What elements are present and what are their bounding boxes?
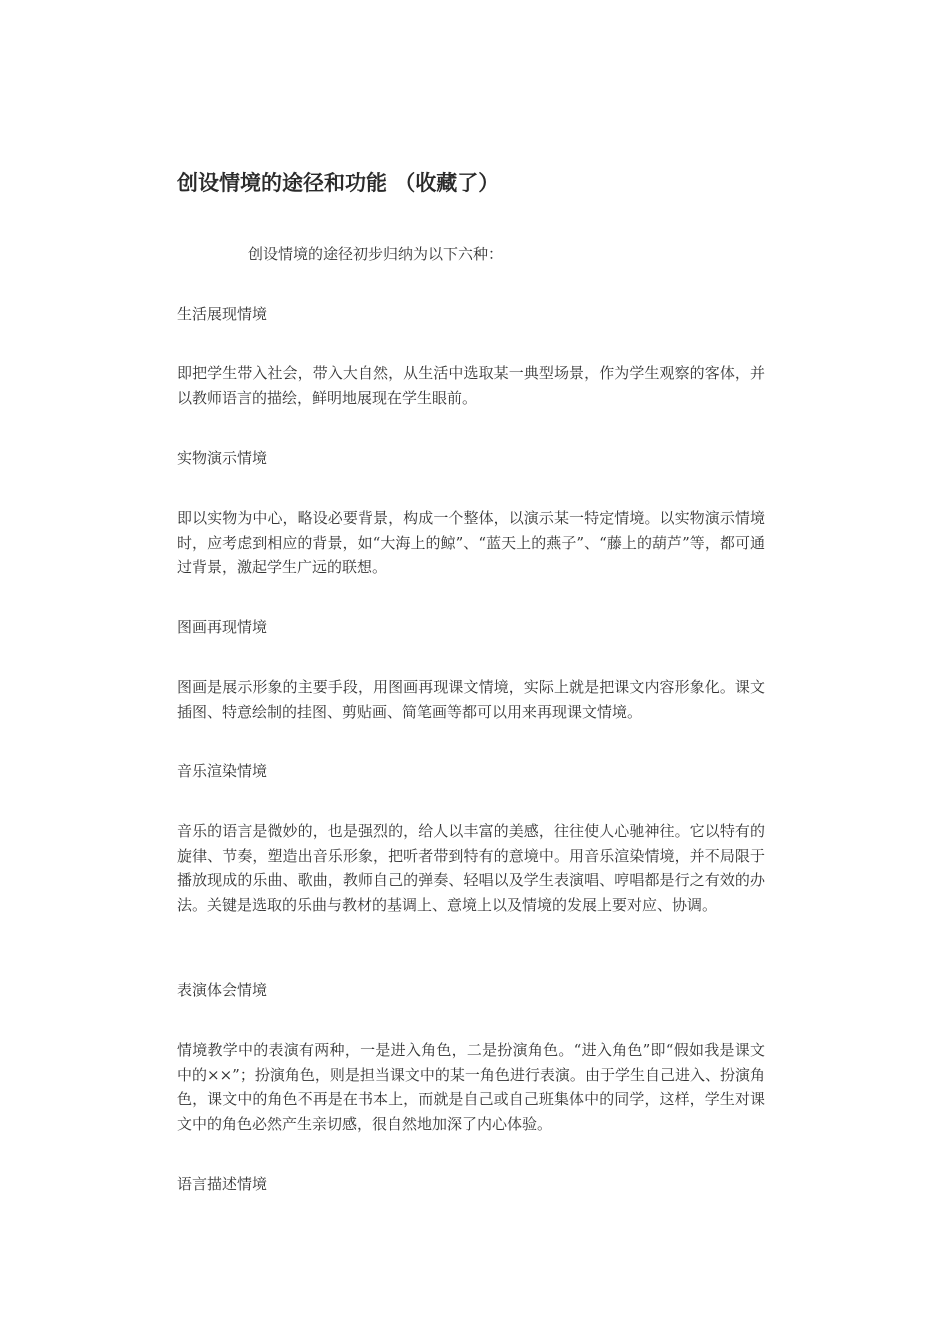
section-heading: 生活展现情境 [177,305,268,323]
section-heading: 音乐渲染情境 [177,762,268,780]
section-paragraph: 图画是展示形象的主要手段，用图画再现课文情境，实际上就是把课文内容形象化。课文插图、特意绘制的挂图、剪贴画、简笔画等都可以用来再现课文情境。 [177,678,765,721]
section-heading: 表演体会情境 [177,981,268,999]
section-paragraph: 即把学生带入社会，带入大自然，从生活中选取某一典型场景，作为学生观察的客体，并以教师语言的描绘，鲜明地展现在学生眼前。 [177,364,765,407]
section-paragraph: 即以实物为中心，略设必要背景，构成一个整体，以演示某一特定情境。以实物演示情境时，应考虑到相应的背景，如“大海上的鲸”、“蓝天上的燕子”、“藤上的葫芦”等，都可通过背景，激起学生广远的联想。 [177,509,765,576]
section-paragraph: 音乐的语言是微妙的，也是强烈的，给人以丰富的美感，往往使人心驰神往。它以特有的旋律、节奏，塑造出音乐形象，把听者带到特有的意境中。用音乐渲染情境，并不局限于播放现成的乐曲、歌曲，教师自己的弹奏、轻唱以及学生表演唱、哼唱都是行之有效的办法。关键是选取的乐曲与教材的基调上、意境上以及情境的发展上要对应、协调。 [177,822,765,914]
intro-paragraph: 创设情境的途径初步归纳为以下六种： [248,245,504,263]
section-paragraph: 情境教学中的表演有两种，一是进入角色，二是扮演角色。“进入角色”即“假如我是课文中的××”；扮演角色，则是担当课文中的某一角色进行表演。由于学生自己进入、扮演角色，课文中的角色不再是在书本上，而就是自己或自己班集体中的同学，这样，学生对课文中的角色必然产生亲切感，很自然地加深了内心体验。 [177,1041,765,1133]
section-heading: 语言描述情境 [177,1175,268,1193]
document-title: 创设情境的途径和功能 （收藏了） [177,171,500,195]
section-heading: 实物演示情境 [177,449,268,467]
section-heading: 图画再现情境 [177,618,268,636]
